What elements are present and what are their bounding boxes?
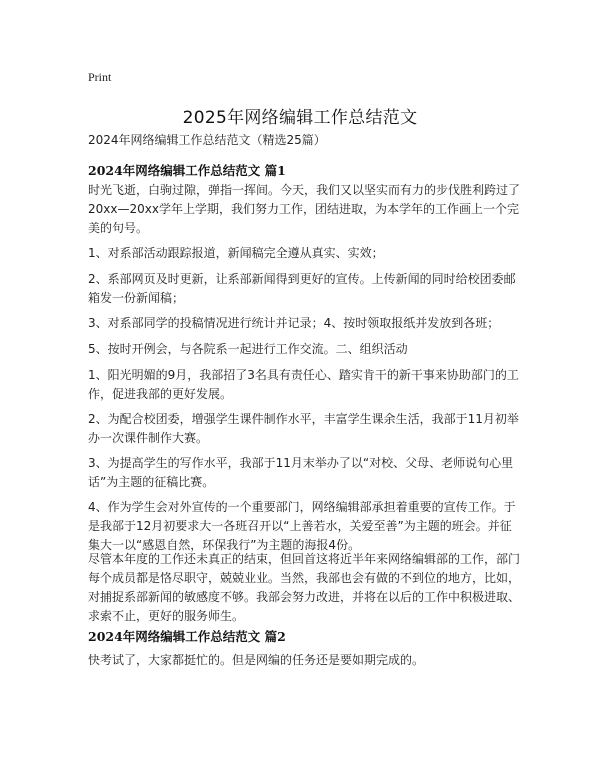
paragraph-item: 3、为提高学生的写作水平，我部于11月末举办了以“对校、父母、老师说句心里话”为主题的征稿比赛。 <box>88 456 514 489</box>
paragraph-item: 1、对系部活动跟踪报道，新闻稿完全遵从真实、实效； <box>88 246 384 260</box>
paragraph-item: 1、阳光明媚的9月，我部招了3名具有责任心、踏实肯干的新干事来协助部门的工作，促进我部的更好发展。 <box>88 368 519 401</box>
print-link[interactable]: Print <box>88 70 112 84</box>
document-subtitle: 2024年网络编辑工作总结范文（精选25篇） <box>88 133 326 147</box>
section-heading-2: 2024年网络编辑工作总结范文 篇2 <box>88 629 286 644</box>
section-heading-1: 2024年网络编辑工作总结范文 篇1 <box>88 163 286 178</box>
paragraph-item: 4、作为学生会对外宣传的一个重要部门，网络编辑部承担着重要的宣传工作。于是我部于12月初要求大一各班召开以“上善若水，关爱至善”为主题的班会。并征集大一以“感恩自然，环保我行”为主题的海报4份。 <box>88 500 516 552</box>
paragraph-intro: 时光飞逝，白驹过隙，弹指一挥间。今天，我们又以坚实而有力的步伐胜利跨过了20xx—20xx学年上学期，我们努力工作，团结进取，为本学年的工作画上一个完美的句号。 <box>88 183 521 235</box>
document-title: 2025年网络编辑工作总结范文 <box>182 108 418 128</box>
paragraph-summary: 尽管本年度的工作还未真正的结束，但回首这将近半年来网络编辑部的工作，部门每个成员都是恪尽职守，兢兢业业。当然，我部也会有做的不到位的地方，比如，对捕捉系部新闻的敏感度不够。我部会努力改进，并将在以后的工作中积极进取、求索不止，更好的服务师生。 <box>88 552 521 623</box>
paragraph-item: 2、系部网页及时更新，让系部新闻得到更好的宣传。上传新闻的同时给校团委邮箱发一份新闻稿； <box>88 272 516 305</box>
paragraph-section2: 快考试了，大家都挺忙的。但是网编的任务还是要如期完成的。 <box>88 653 425 667</box>
paragraph-item: 2、为配合校团委，增强学生课件制作水平，丰富学生课余生活，我部于11月初举办一次课件制作大赛。 <box>88 412 519 445</box>
paragraph-item: 5、按时开例会，与各院系一起进行工作交流。二、组织活动 <box>88 342 408 356</box>
paragraph-item: 3、对系部同学的投稿情况进行统计并记录；4、按时领取报纸并发放到各班； <box>88 316 500 330</box>
